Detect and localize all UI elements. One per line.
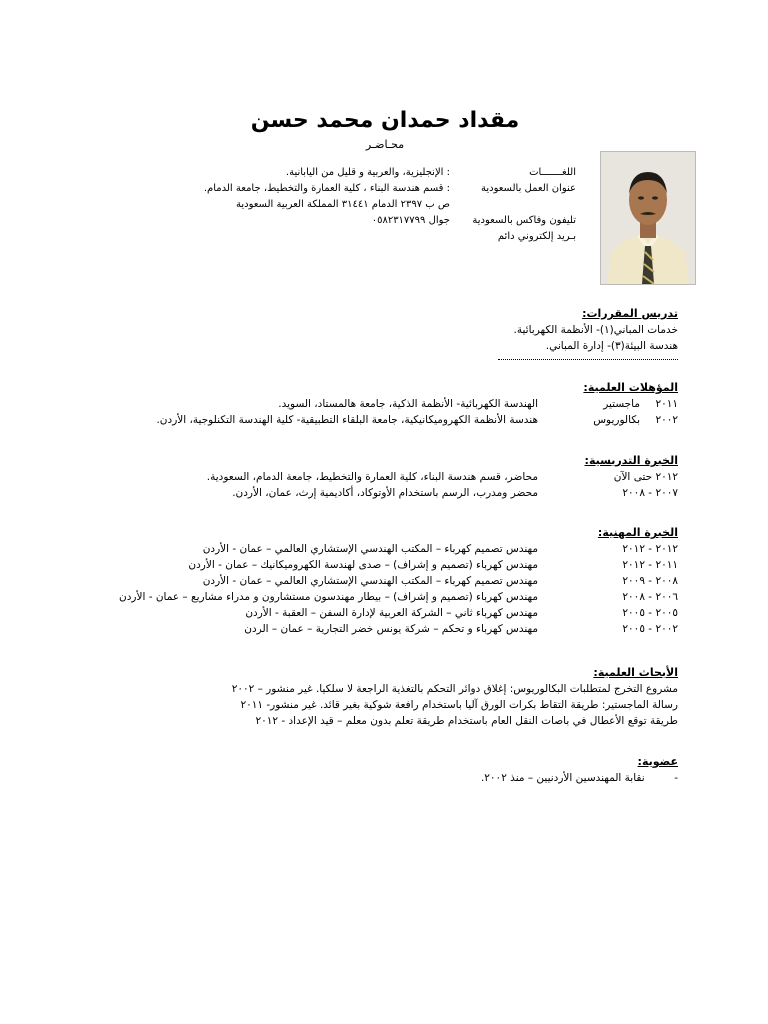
value-phone: جوال ٠٥٨٢٣١٧٧٩٩ [371,215,450,226]
value-po-box: ص ب ٢٣٩٧ الدمام ٣١٤٤١ المملكة العربية السعودية [235,199,450,210]
dotted-divider [498,359,678,360]
professional-row [78,541,678,557]
teaching-row [78,469,678,485]
info-values [110,165,450,245]
label-phone: تليفون وفاكس بالسعودية [472,215,576,226]
professional-period: ٢٠١١ - ٢٠١٢ [622,559,678,571]
qualifications-section [78,380,678,428]
qualification-year: ٢٠٠٢ [655,414,678,426]
teaching-row [78,485,678,501]
professional-text: مهندس كهرباء ثاني – الشركة العربية لإدارة السفن – العقبة - الأردن [245,607,538,619]
qualification-text: الهندسة الكهربائية- الأنظمة الذكية، جامعة هالمستاد، السويد. [278,398,538,410]
label-languages: اللغـــــــات [529,167,576,178]
teaching-text: محضر ومدرب، الرسم باستخدام الأوتوكاد، أكاديمية إرث، عمان، الأردن. [232,487,538,499]
bullet-dash: - [674,772,678,784]
membership-item [481,770,678,786]
profile-photo [600,151,696,285]
value-languages: : الإنجليزية، والعربية و قليل من اليابانية. [285,167,450,178]
teaching-section [78,453,678,501]
professional-row [78,589,678,605]
value-work-address: : قسم هندسة البناء ، كلية العمارة والتخطيط، جامعة الدمام. [203,183,450,194]
professional-period: ٢٠٠٦ - ٢٠٠٨ [622,591,678,603]
research-item: مشروع التخرج لمتطلبات البكالوريوس: إغلاق دوائر التحكم بالتغذية الراجعة لا سلكيا. غير منشور – ٢٠٠٢ [231,683,678,695]
person-name: مقداد حمدان محمد حسن [250,108,520,133]
job-title: محـاضـر [365,138,405,151]
value-email [110,229,450,245]
research-item: طريقة توقع الأعطال في باصات النقل العام باستخدام طريقة تعلم بدون معلم – قيد الإعداد - ٢٠١٢ [255,715,678,727]
professional-row [78,573,678,589]
courses-section [514,306,678,354]
label-blank [468,197,576,213]
course-item: خدمات المباني(١)- الأنظمة الكهربائية. [513,324,678,336]
qualification-text: هندسة الأنظمة الكهروميكانيكية، جامعة البلقاء التطبيقية- كلية الهندسة التكنلوجية، الأردن. [156,414,538,426]
teaching-title: الخبرة التدريسية: [584,454,678,467]
professional-period: ٢٠٠٢ - ٢٠٠٥ [622,623,678,635]
qualification-degree: ماجستير [603,398,640,410]
professional-text: مهندس كهرباء (تصميم و إشراف) – صدى لهندسة الكهروميكانيك – عمان - الأردن [188,559,538,571]
professional-text: مهندس كهرباء (تصميم و إشراف) – بيطار مهندسون مستشارون و مدراء مشاريع – عمان - الأردن [119,591,538,603]
qualification-degree: بكالوريوس [593,414,640,426]
professional-row [78,557,678,573]
teaching-text: محاضر، قسم هندسة البناء، كلية العمارة والتخطيط، جامعة الدمام، السعودية. [206,471,538,483]
professional-title: الخبرة المهنية: [597,526,678,539]
professional-period: ٢٠٠٥ - ٢٠٠٥ [622,607,678,619]
courses-title: تدريس المقررات: [582,307,678,320]
membership-section [481,754,678,786]
professional-text: مهندس كهرباء و تحكم – شركة يونس خضر التجارية – عمان – الردن [244,623,538,635]
professional-section [78,525,678,637]
research-title: الأبحاث العلمية: [593,666,678,679]
teaching-period: ٢٠٠٧ - ٢٠٠٨ [622,487,678,499]
membership-text: نقابة المهندسين الأردنيين – منذ ٢٠٠٢. [480,772,645,784]
label-email: بـريد إلكتروني دائم [497,231,576,242]
teaching-period: ٢٠١٢ حتى الآن [613,471,678,483]
qualification-row [78,412,678,428]
research-item: رسالة الماجستير: طريقة التقاط بكرات الورق آليا باستخدام رافعة شوكية بغير قائد. غير منشور- ٢٠١١ [240,699,678,711]
professional-row [78,605,678,621]
professional-period: ٢٠٠٨ - ٢٠٠٩ [622,575,678,587]
qualifications-title: المؤهلات العلمية: [583,381,678,394]
course-item: هندسة البيئة(٣)- إدارة المباني. [545,340,678,352]
membership-title: عضوية: [637,755,678,768]
professional-text: مهندس تصميم كهرباء – المكتب الهندسي الإستشاري العالمي – عمان - الأردن [202,575,538,587]
info-labels [468,165,576,245]
professional-period: ٢٠١٢ - ٢٠١٢ [622,543,678,555]
label-work-address: عنوان العمل بالسعودية [480,183,576,194]
professional-row [78,621,678,637]
professional-text: مهندس تصميم كهرباء – المكتب الهندسي الإستشاري العالمي – عمان - الأردن [202,543,538,555]
qualification-row [78,396,678,412]
research-section [232,665,678,729]
qualification-year: ٢٠١١ [655,398,678,410]
